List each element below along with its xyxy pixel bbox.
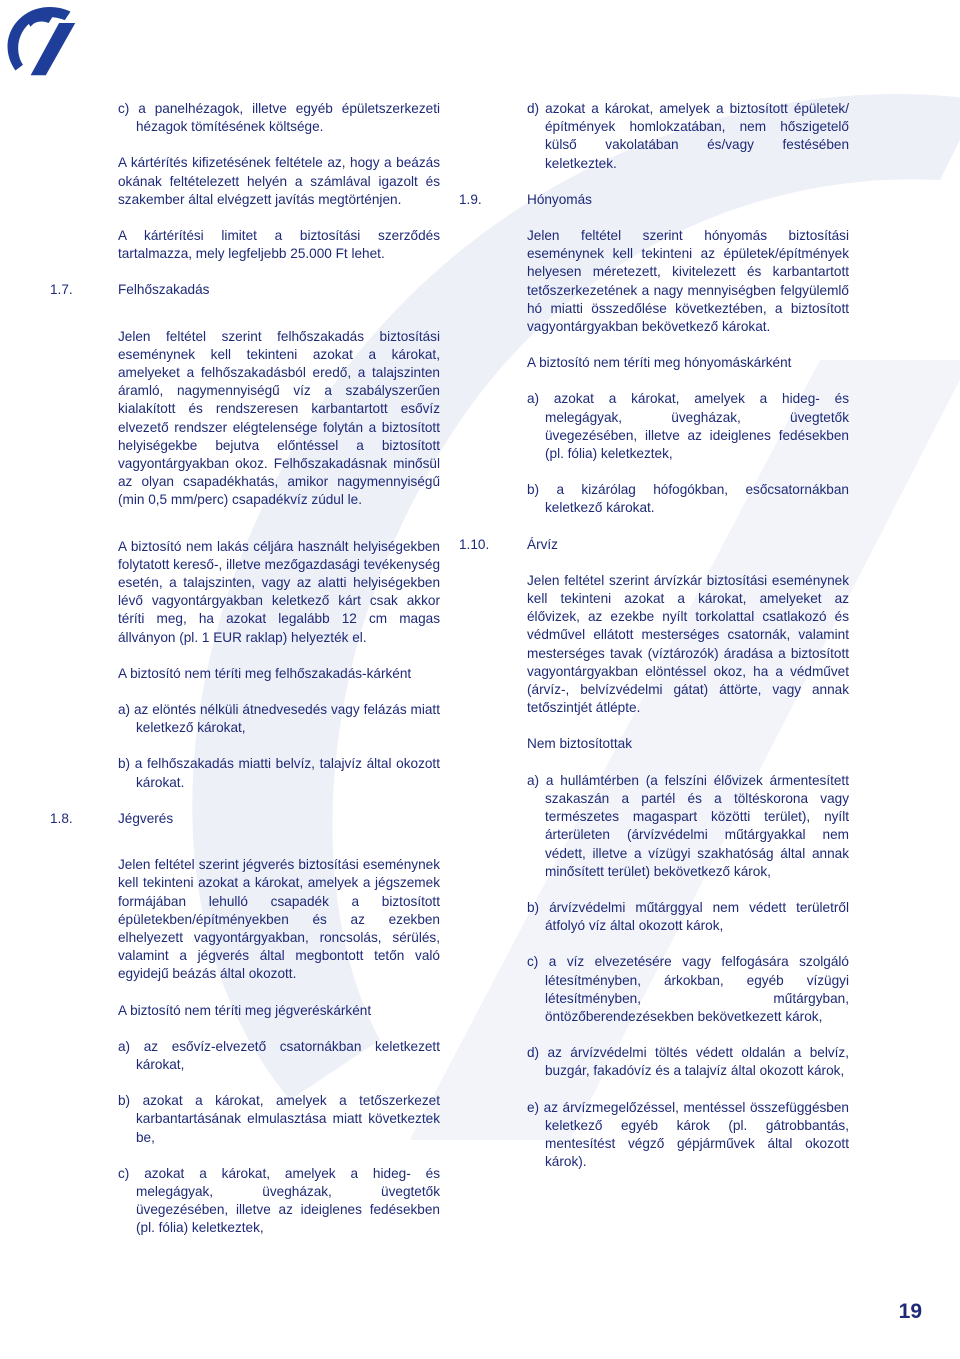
section-title: Jégverés xyxy=(118,810,174,826)
section-heading-1-8 xyxy=(50,810,440,828)
insurer-logo-icon xyxy=(4,4,80,80)
section-heading-1-10 xyxy=(459,536,849,554)
section-heading-1-9 xyxy=(459,191,849,209)
list-item-c: c) azokat a károkat, amelyek a hideg- és melegágyak, üvegházak, üvegtetők üvegezésében, illetve az ideiglenes fedésekben (pl. fólia) keletkeztek, xyxy=(118,1165,440,1236)
section-title: Hónyomás xyxy=(527,191,592,207)
section-title: Árvíz xyxy=(527,536,558,552)
list-item-e: e) az árvízmegelőzéssel, mentéssel összefüggésben keletkező egyéb károk (pl. gátrobbantás, mentesítést végző gépjárművek által okozott károk). xyxy=(527,1099,849,1170)
list-item-d: d) az árvízvédelmi töltés védett oldalán a belvíz, buzgár, fakadóvíz és a talajvíz által okozott károk, xyxy=(527,1045,849,1079)
section-number: 1.8. xyxy=(50,810,73,826)
section-1-7-exclusions-intro: A biztosító nem téríti meg felhőszakadás-kárként xyxy=(118,665,412,681)
section-1-10-definition: Jelen feltétel szerint árvízkár biztosítási eseménynek kell tekinteni azokat a károkat, amelyeket az élővizek, az ezekbe nyílt torkolattal csatlakozó és védművel ellátott mesterséges csatornák, valamint mesterséges tavak (víztározók) áradása a biztosított vagyontárgyakban elöntéssel okoz, ha a védművet (árvíz-, belvízvédelmi gátat) áttörte, vagy annak tetőszintjét átlépte. xyxy=(527,572,849,716)
list-item-b: b) azokat a károkat, amelyek a tetőszerkezet karbantartásának elmulasztása miatt következtek be, xyxy=(118,1093,440,1145)
section-1-8-exclusions-intro: A biztosító nem téríti meg jégveréskárként xyxy=(118,1002,372,1018)
section-1-7-definition: Jelen feltétel szerint felhőszakadás biztosítási eseménynek kell tekinteni azokat a károkat, amelyeket a felhőszakadásból eredő, a talajszinten áramló, nagymennyiségű víz a szabályszerűen kialakított és rendszeresen karbantartott esővíz elvezető rendszer elégtelensége folytán a biztosított helyiségekbe bejutva előntéssel a biztosított vagyontárgyakban okoz. Felhőszakadásnak minősül az olyan csapadékhatás, amikor nagymennyiségű (min 0,5 mm/perc) csapadékvíz zúdul le. xyxy=(118,328,440,508)
section-number: 1.7. xyxy=(50,282,73,298)
list-item-b: b) a kizárólag hófogókban, esőcsatornákban keletkező károkat. xyxy=(527,482,849,516)
list-item-a: a) azokat a károkat, amelyek a hideg- és melegágyak, üvegházak, üvegtetők üvegezésében, illetve az ideiglenes fedésekben (pl. fólia) keletkeztek, xyxy=(527,391,849,462)
list-item-a: a) az esővíz-elvezető csatornákban keletkezett károkat, xyxy=(118,1038,440,1072)
list-item-c: c) a víz elvezetésére vagy felfogására szolgáló létesítményben, árkokban, egyéb vízügyi létesítményben, műtárgyban, öntözőberendezésekben bekövetkezett károk, xyxy=(527,954,849,1024)
paragraph-payment-condition: A kártérítés kifizetésének feltétele az, hogy a beázás okának feltételezett helyén a számlával igazolt és szakember által elvégzett javítás megtörténjen. xyxy=(118,155,440,207)
list-item-d: d) azokat a károkat, amelyek a biztosított épületek/építmények homlokzatában, nem hőszigetelő külső vakolatában és/vagy festésében keletkeztek. xyxy=(527,101,849,171)
section-1-7-business-use: A biztosító nem lakás céljára használt helyiségekben folytatott kereső-, illetve mezőgazdasági tevékenység esetén, a talajszinten, vagy az alatti helyiségekben lévő vagyontárgyakban keletkező kárt csak akkor téríti meg, ha azokat legalább 12 cm magas állványon (pl. 1 EUR raklap) helyezték el. xyxy=(118,538,440,645)
section-title: Felhőszakadás xyxy=(118,282,210,298)
list-item-a: a) a hullámtérben (a felszíni élővizek ármentesített szakaszán a partél és a töltéskorona vagy természetes magaspart közötti terület), nyílt árterületen (árvízvédelmi műtárgyakkal nem védett, illetve a vízügyi szakhatóság által annak minősített terület) bekövetkező károk, xyxy=(527,772,849,879)
list-item-b: b) árvízvédelmi műtárggyal nem védett területről átfolyó víz által okozott károk, xyxy=(527,899,849,934)
section-1-9-exclusions-intro: A biztosító nem téríti meg hónyomáskárként xyxy=(527,355,792,371)
right-column xyxy=(459,100,849,1171)
section-1-9-definition: Jelen feltétel szerint hónyomás biztosítási eseménynek kell tekinteni az épületek/építmények helyesen méretezett, kivitelezett és karbantartott tetőszerkezetének a nagy mennyiségben felgyülemlő hó miatti összedőlése következtében, a biztosított vagyontárgyakban bekövetkező károkat. xyxy=(527,228,849,335)
list-item-a: a) az elöntés nélküli átnedvesedés vagy felázás miatt keletkező károkat, xyxy=(118,702,440,736)
paragraph-limit: A kártérítési limitet a biztosítási szerződés tartalmazza, mely legfeljebb 25.000 Ft lehet. xyxy=(118,228,440,262)
left-column xyxy=(50,100,440,1238)
section-1-10-exclusions-intro: Nem biztosítottak xyxy=(527,736,633,752)
list-item-c: c) a panelhézagok, illetve egyéb épületszerkezeti hézagok tömítésének költsége. xyxy=(118,101,440,135)
page-number: 19 xyxy=(898,1300,922,1323)
section-number: 1.10. xyxy=(459,536,490,552)
section-1-8-definition: Jelen feltétel szerint jégverés biztosítási eseménynek kell tekinteni azokat a károkat, amelyek a jégszemek formájában lehulló csapadék a biztosított épületekben/építményekben és az ezekben elhelyezett vagyontárgyakban, roncsolás, sérülés, valamint a jégverés által megbontott tetőn való egyidejű beázás által okozott. xyxy=(118,857,440,982)
section-heading-1-7 xyxy=(50,281,440,299)
list-item-b: b) a felhőszakadás miatti belvíz, talajvíz által okozott károkat. xyxy=(118,756,440,790)
section-number: 1.9. xyxy=(459,191,482,207)
